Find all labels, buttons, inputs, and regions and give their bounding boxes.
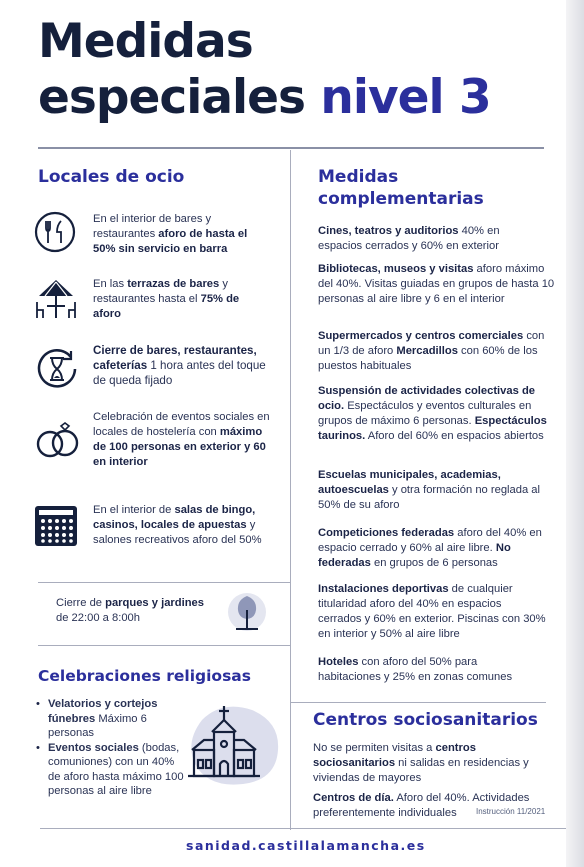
parques-text: Cierre de parques y jardines de 22:00 a 8:00h — [56, 597, 204, 624]
locales-ocio-title: Locales de ocio — [38, 167, 185, 187]
title-line-1: Medidas — [38, 14, 253, 69]
complementarias-item-8: Hoteles con aforo del 50% para habitaciones y 25% en zonas comunes — [318, 656, 513, 683]
locales-item-5: En el interior de salas de bingo, casinos, locales de apuestas y salones recreativos aforo del 50% — [93, 504, 262, 546]
bingo-card-icon — [34, 505, 78, 547]
column-divider — [290, 150, 291, 830]
complementarias-item-6: Competiciones federadas aforo del 40% en espacio cerrado y 60% al aire libre. No federadas en grupos de 6 personas — [318, 527, 542, 569]
list-item: • Velatorios y cortejos fúnebres Máximo 6 personas — [34, 697, 184, 741]
complementarias-item-3: Supermercados y centros comerciales con un 1/3 de aforo Mercadillos con 60% de los puestos habituales — [318, 330, 545, 372]
locales-item-1: En el interior de bares y restaurantes aforo de hasta el 50% sin servicio en barra — [93, 213, 248, 255]
title-line-2 — [38, 70, 491, 126]
complementarias-item-4: Suspensión de actividades colectivas de ocio. Espectáculos y eventos culturales en grupos de máximo 6 personas. Espectáculos taurinos. Aforo del 60% en espacios abiertos — [318, 385, 547, 442]
locales-item-2: En las terrazas de bares y restaurantes hasta el 75% de aforo — [93, 278, 240, 320]
tree-icon — [226, 590, 268, 636]
hourglass-clock-icon — [35, 347, 79, 391]
complementarias-item-1: Cines, teatros y auditorios 40% en espacios cerrados y 60% en exterior — [318, 225, 500, 252]
locales-item-4: Celebración de eventos sociales en locales de hostelería con máximo de 100 personas en exterior y 60 en interior — [93, 411, 270, 468]
complementarias-item-2: Bibliotecas, museos y visitas aforo máximo del 40%. Visitas guiadas en grupos de hasta 10 personas al aire libre y 6 en el interior — [318, 263, 555, 305]
religiosas-title: Celebraciones religiosas — [38, 667, 251, 685]
page-title — [38, 14, 491, 126]
left-divider-1 — [38, 582, 290, 583]
locales-item-3: Cierre de bares, restaurantes, cafeterías 1 hora antes del toque de queda fijado — [93, 344, 266, 387]
title-nivel: nivel 3 — [320, 70, 491, 125]
church-icon — [184, 700, 284, 790]
page-edge-shadow — [566, 0, 584, 867]
left-divider-2 — [38, 645, 290, 646]
title-especiales: especiales — [38, 70, 306, 125]
footer-divider — [40, 828, 570, 829]
socio-item-1: No se permiten visitas a centros sociosanitarios ni salidas en residencias y viviendas de mayores — [313, 742, 529, 784]
right-divider — [290, 702, 546, 703]
religiosas-list — [34, 697, 184, 799]
instruccion-label: Instrucción 11/2021 — [476, 807, 546, 816]
restaurant-icon — [34, 211, 76, 253]
rings-icon — [33, 421, 83, 461]
complementarias-item-5: Escuelas municipales, academias, autoescuelas y otra formación no reglada al 50% de su aforo — [318, 469, 541, 511]
top-divider — [38, 147, 544, 149]
socio-item-2: Centros de día. Aforo del 40%. Actividades preferentemente individuales — [313, 792, 530, 819]
list-item: • Eventos sociales (bodas, comuniones) con un 40% de aforo hasta máximo 100 personas al aire libre — [34, 741, 184, 799]
complementarias-item-7: Instalaciones deportivas de cualquier titularidad aforo del 40% en espacios cerrados y 60% en exterior. Piscinas con 30% en interior y 50% al aire libre — [318, 583, 546, 640]
sociosanitarios-title: Centros sociosanitarios — [313, 710, 538, 730]
footer-url: sanidad.castillalamancha.es — [186, 838, 426, 853]
terrace-icon — [33, 276, 79, 322]
complementarias-title: Medidas complementarias — [318, 167, 484, 209]
